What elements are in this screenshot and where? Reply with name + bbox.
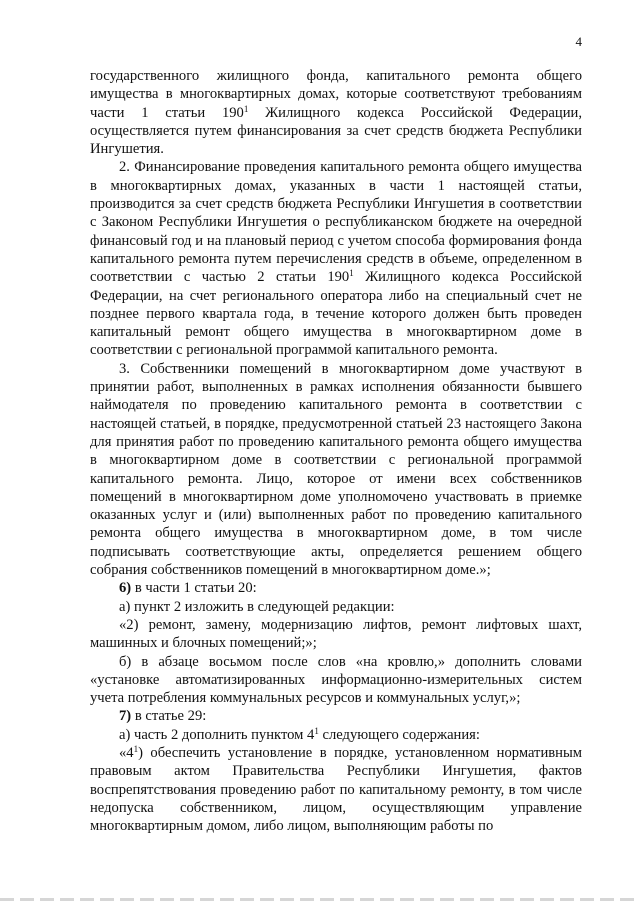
paragraph-continuation: государственного жилищного фонда, капитального ремонта общего имущества в многоквартирных домах, которые соответствуют требованиям части 1 статьи $190^1$ Жилищного кодекса Российской Федерации, осуществляется путем финансирования за счет средств бюджета Республики Ингушетия. <box>90 68 582 158</box>
item-text: в части 1 статьи 20: <box>131 580 257 597</box>
superscript-one: 1 <box>243 103 249 114</box>
superscript-one: 1 <box>314 725 319 736</box>
paragraph-6a: а) пункт 2 изложить в следующей редакции: <box>119 598 395 615</box>
document-body <box>90 67 582 835</box>
paragraph-item-6 <box>90 579 582 597</box>
superscript-one: 1 <box>349 268 354 279</box>
paragraph-part-3: 3. Собственники помещений в многоквартирном доме участвуют в принятии работ, выполненных в рамках исполнения обязанности бывшего наймодателя по проведению капитального ремонта в соответствии с настоящей статьей, в порядке, предусмотренной статьей 23 настоящего Закона для принятия работ по проведению капитального ремонта общего имущества в многоквартирном доме в соответствии с региональной программой капитального ремонта. Лицо, которое от имени всех собственников помещений в многоквартирном доме уполномочено участвовать в приемке оказанных услуг и (или) выполненных работ по проведению капитального ремонта общего имущества в многоквартирном доме, в том числе подписывать соответствующие акты, определяется решением общего собрания собственников помещений в многоквартирном доме.»; <box>90 360 582 579</box>
page-number: 4 <box>575 34 582 49</box>
paragraph-7a: а) часть 2 дополнить пунктом $4^1$ следующего содержания: <box>119 725 480 743</box>
superscript-one: 1 <box>133 743 139 754</box>
paragraph-item-7 <box>90 707 582 725</box>
item-text: в статье 29: <box>131 708 207 725</box>
item-number: 7) <box>119 708 132 725</box>
item-number: 6) <box>119 580 132 597</box>
paragraph-6b: б) в абзаце восьмом после слов «на кровлю,» дополнить словами «установке автоматизированных информационно-измерительных систем учета потребления коммунальных ресурсов и коммунальных услуг,»; <box>90 653 582 707</box>
paragraph-6a-quote: «2) ремонт, замену, модернизацию лифтов, ремонт лифтовых шахт, машинных и блочных помещений;»; <box>90 616 582 652</box>
scan-edge-artifact <box>0 898 640 901</box>
paragraph-part-2: 2. Финансирование проведения капитального ремонта общего имущества в многоквартирных домах, указанных в части 1 настоящей статьи, производится за счет средств бюджета Республики Ингушетия в соответствии с Законом Республики Ингушетия о республиканском бюджете на очередной финансовый год и на плановый период с учетом способа формирования фонда капитального ремонта путем перечисления средств в объеме, определенном в соответствии с частью 2 статьи $190^1$ Жилищного кодекса Российской Федерации, на счет регионального оператора либо на специальный счет не позднее первого квартала года, в течение которого должен быть проведен капитальный ремонт общего имущества в многоквартирном доме в соответствии с региональной программой капитального ремонта. <box>90 159 582 359</box>
paragraph-7a-quote: «$4^1$) обеспечить установление в порядке, установленном нормативным правовым актом Правительства Республики Ингушетия, фактов воспрепятствования проведению работ по капитальному ремонту, в том числе недопуска собственником, лицом, осуществляющим управление многоквартирным домом, либо лицом, выполняющим работы по <box>90 743 582 835</box>
